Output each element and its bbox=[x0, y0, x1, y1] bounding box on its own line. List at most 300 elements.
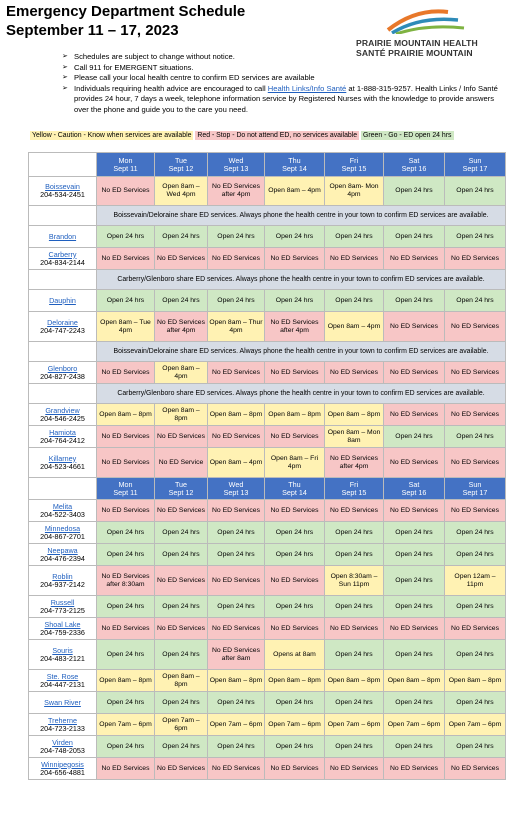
day-header-thu bbox=[265, 478, 325, 500]
schedule-cell: No ED Services after 4pm bbox=[155, 312, 208, 342]
day-date: Sept 15 bbox=[341, 163, 367, 173]
schedule-cell: No ED Services bbox=[445, 362, 506, 384]
location-cell bbox=[29, 522, 97, 544]
location-name-link[interactable]: Brandon bbox=[48, 231, 77, 241]
schedule-cell: No ED Services bbox=[384, 758, 445, 780]
schedule-cell: Open 24 hrs bbox=[384, 522, 445, 544]
location-row bbox=[29, 596, 506, 618]
shared-service-note: Carberry/Glenboro share ED services. Always phone the health centre in your town to confirm ED services are available. bbox=[97, 270, 506, 290]
location-phone: 204-773-2125 bbox=[40, 605, 85, 615]
schedule-cell: Open 24 hrs bbox=[445, 596, 506, 618]
schedule-cell: Open 24 hrs bbox=[325, 226, 384, 248]
location-row bbox=[29, 290, 506, 312]
location-name-link[interactable]: Dauphin bbox=[49, 295, 76, 305]
schedule-cell: Open 7am – 6pm bbox=[384, 714, 445, 736]
schedule-cell: No ED Services bbox=[208, 618, 265, 640]
schedule-cell: Open 24 hrs bbox=[97, 596, 155, 618]
schedule-cell: No ED Services bbox=[265, 758, 325, 780]
schedule-cell: No ED Services bbox=[97, 758, 155, 780]
location-row bbox=[29, 640, 506, 670]
schedule-cell: No ED Services bbox=[325, 618, 384, 640]
location-name-link[interactable]: Melita bbox=[52, 501, 73, 511]
location-name-link[interactable]: Deloraine bbox=[47, 317, 78, 327]
schedule-cell: Open 24 hrs bbox=[265, 544, 325, 566]
schedule-cell: Open 24 hrs bbox=[155, 692, 208, 714]
location-cell bbox=[29, 312, 97, 342]
schedule-cell: No ED Services bbox=[445, 500, 506, 522]
schedule-cell: Open 8am – 8pm bbox=[265, 404, 325, 426]
day-header-sat bbox=[384, 478, 445, 500]
day-date: Sept 12 bbox=[168, 487, 194, 497]
location-cell bbox=[29, 426, 97, 448]
schedule-cell: No ED Services bbox=[155, 426, 208, 448]
schedule-cell: Open 24 hrs bbox=[155, 544, 208, 566]
location-phone: 204-483-2121 bbox=[40, 653, 85, 663]
schedule-cell: No ED Services bbox=[265, 618, 325, 640]
location-name-link[interactable]: Neepawa bbox=[47, 545, 78, 555]
schedule-cell: No ED Services bbox=[384, 448, 445, 478]
schedule-cell: No ED Services bbox=[208, 500, 265, 522]
day-name: Mon bbox=[118, 479, 133, 489]
schedule-cell: Open 24 hrs bbox=[155, 226, 208, 248]
schedule-cell: Open 8am – 4pm bbox=[155, 362, 208, 384]
schedule-cell: No ED Services bbox=[445, 758, 506, 780]
location-cell bbox=[29, 248, 97, 270]
legend-yellow: Yellow - Caution - Know when services are available bbox=[32, 132, 192, 139]
schedule-cell: Open 24 hrs bbox=[384, 692, 445, 714]
schedule-cell: No ED Services after 8am bbox=[208, 640, 265, 670]
schedule-cell: Open 24 hrs bbox=[97, 522, 155, 544]
schedule-cell: Open 8am – 4pm bbox=[208, 448, 265, 478]
location-row bbox=[29, 226, 506, 248]
location-name-link[interactable]: Killarney bbox=[48, 453, 77, 463]
schedule-cell: Open 8:30am – Sun 11pm bbox=[325, 566, 384, 596]
location-name-link[interactable]: Russell bbox=[50, 597, 75, 607]
schedule-cell: Open 8am – Mon 8am bbox=[325, 426, 384, 448]
location-cell bbox=[29, 566, 97, 596]
shared-service-note: Boissevain/Deloraine share ED services. Always phone the health centre in your town to confirm ED services are available. bbox=[97, 342, 506, 362]
location-row bbox=[29, 522, 506, 544]
schedule-cell: Open 24 hrs bbox=[208, 736, 265, 758]
day-header-fri bbox=[325, 478, 384, 500]
schedule-cell: No ED Services bbox=[445, 312, 506, 342]
shared-service-note-row bbox=[29, 342, 506, 362]
location-name-link[interactable]: Grandview bbox=[45, 405, 80, 415]
schedule-cell: Open 24 hrs bbox=[384, 596, 445, 618]
location-cell bbox=[29, 362, 97, 384]
header-corner bbox=[29, 153, 97, 177]
schedule-cell: Open 8am – 4pm bbox=[325, 312, 384, 342]
location-phone: 204-656-4881 bbox=[40, 767, 85, 777]
title-line-1: Emergency Department Schedule bbox=[6, 3, 246, 20]
location-phone: 204-546-2425 bbox=[40, 413, 85, 423]
note-item: ➢ Call 911 for EMERGENT situations. bbox=[62, 63, 502, 74]
schedule-cell: Open 8am- Mon 4pm bbox=[325, 177, 384, 206]
day-date: Sept 14 bbox=[282, 163, 307, 173]
schedule-cell: Open 8am – 8pm bbox=[208, 404, 265, 426]
schedule-cell: No ED Services bbox=[208, 362, 265, 384]
location-cell bbox=[29, 500, 97, 522]
location-cell bbox=[29, 177, 97, 206]
location-name-link[interactable]: Souris bbox=[52, 645, 73, 655]
schedule-cell: No ED Services bbox=[325, 500, 384, 522]
shared-service-note-row bbox=[29, 384, 506, 404]
schedule-cell: No ED Services bbox=[265, 500, 325, 522]
schedule-cell: Open 24 hrs bbox=[155, 522, 208, 544]
schedule-cell: Open 24 hrs bbox=[445, 736, 506, 758]
day-name: Thu bbox=[288, 155, 301, 165]
location-name-link[interactable]: Shoal Lake bbox=[44, 619, 81, 629]
schedule-cell: No ED Services bbox=[155, 566, 208, 596]
location-phone: 204-748-2053 bbox=[40, 745, 85, 755]
schedule-cell: Open 7am – 6pm bbox=[445, 714, 506, 736]
schedule-cell: No ED Services bbox=[325, 362, 384, 384]
location-row bbox=[29, 758, 506, 780]
schedule-cell: Open 24 hrs bbox=[445, 226, 506, 248]
schedule-cell: No ED Services after 4pm bbox=[325, 448, 384, 478]
location-phone: 204-764-2412 bbox=[40, 435, 85, 445]
schedule-cell: No ED Services bbox=[155, 758, 208, 780]
shared-service-note-row bbox=[29, 270, 506, 290]
schedule-cell: Open 24 hrs bbox=[445, 290, 506, 312]
schedule-cell: No ED Services bbox=[445, 448, 506, 478]
day-date: Sept 11 bbox=[113, 487, 138, 497]
note-text: Individuals requiring health advice are encouraged to call bbox=[74, 83, 268, 93]
day-date: Sept 13 bbox=[223, 163, 249, 173]
location-name-link[interactable]: Treherne bbox=[48, 715, 77, 725]
day-name: Mon bbox=[118, 155, 133, 165]
location-name-link[interactable]: Ste. Rose bbox=[46, 671, 79, 681]
schedule-cell: No ED Services bbox=[265, 362, 325, 384]
schedule-cell: Open 24 hrs bbox=[208, 544, 265, 566]
schedule-cell: Open 8am – 8pm bbox=[97, 670, 155, 692]
day-date: Sept 12 bbox=[168, 163, 194, 173]
day-name: Sun bbox=[468, 479, 482, 489]
schedule-cell: No ED Services bbox=[97, 248, 155, 270]
schedule-cell: No ED Services bbox=[208, 758, 265, 780]
note-spacer bbox=[29, 342, 97, 362]
schedule-cell: Open 24 hrs bbox=[208, 596, 265, 618]
location-phone: 204-522-3403 bbox=[40, 509, 85, 519]
schedule-cell: Open 8am – 8pm bbox=[97, 404, 155, 426]
schedule-cell: No ED Services bbox=[97, 500, 155, 522]
location-name-link[interactable]: Virden bbox=[52, 737, 73, 747]
location-phone: 204-937-2142 bbox=[40, 579, 85, 589]
location-row bbox=[29, 566, 506, 596]
schedule-cell: No ED Services bbox=[384, 404, 445, 426]
schedule-cell: Open 24 hrs bbox=[384, 566, 445, 596]
schedule-cell: Open 24 hrs bbox=[208, 290, 265, 312]
day-date: Sept 17 bbox=[462, 163, 488, 173]
schedule-cell: Open 24 hrs bbox=[208, 226, 265, 248]
schedule-cell: No ED Services bbox=[445, 248, 506, 270]
schedule-cell: Open 24 hrs bbox=[97, 544, 155, 566]
schedule-cell: Open 7am – 6pm bbox=[97, 714, 155, 736]
schedule-cell: Open 24 hrs bbox=[325, 544, 384, 566]
day-header-wed bbox=[208, 478, 265, 500]
schedule-cell: No ED Services bbox=[97, 426, 155, 448]
schedule-cell: Open 8am – 4pm bbox=[265, 177, 325, 206]
schedule-cell: No ED Services bbox=[97, 362, 155, 384]
schedule-cell: Open 24 hrs bbox=[265, 522, 325, 544]
location-row bbox=[29, 362, 506, 384]
day-name: Fri bbox=[349, 479, 359, 489]
schedule-cell: Open 24 hrs bbox=[325, 736, 384, 758]
schedule-cell: Open 24 hrs bbox=[325, 596, 384, 618]
schedule-cell: Open 24 hrs bbox=[384, 736, 445, 758]
location-phone: 204-759-2336 bbox=[40, 627, 85, 637]
schedule-cell: Open 24 hrs bbox=[265, 226, 325, 248]
location-phone: 204-447-2131 bbox=[40, 679, 85, 689]
location-cell bbox=[29, 226, 97, 248]
schedule-cell: No ED Services bbox=[384, 248, 445, 270]
title-line-2: September 11 – 17, 2023 bbox=[6, 22, 179, 39]
note-item: ➢ Please call your local health centre to confirm ED services are available bbox=[62, 73, 502, 84]
location-row bbox=[29, 618, 506, 640]
day-header-sun bbox=[445, 478, 506, 500]
color-legend bbox=[30, 132, 454, 142]
location-phone: 204-723-2133 bbox=[40, 723, 85, 733]
schedule-cell: Open 24 hrs bbox=[445, 177, 506, 206]
day-date: Sept 15 bbox=[341, 487, 367, 497]
location-name-link[interactable]: Hamiota bbox=[49, 427, 76, 437]
day-header-tue bbox=[155, 153, 208, 177]
schedule-cell: No ED Services bbox=[445, 404, 506, 426]
location-cell bbox=[29, 596, 97, 618]
schedule-table bbox=[28, 152, 506, 780]
schedule-cell: Open 24 hrs bbox=[384, 290, 445, 312]
location-name-link[interactable]: Swan River bbox=[44, 697, 81, 707]
schedule-cell: No ED Services bbox=[325, 248, 384, 270]
schedule-cell: No ED Services bbox=[265, 566, 325, 596]
day-header-mon bbox=[97, 153, 155, 177]
schedule-cell: Open 8am – 8pm bbox=[155, 404, 208, 426]
day-header-row bbox=[29, 478, 506, 500]
schedule-cell: Open 24 hrs bbox=[325, 692, 384, 714]
location-cell bbox=[29, 618, 97, 640]
schedule-cell: Open 24 hrs bbox=[155, 640, 208, 670]
day-header-thu bbox=[265, 153, 325, 177]
schedule-cell: Open 24 hrs bbox=[445, 692, 506, 714]
location-name-link[interactable]: Carberry bbox=[48, 249, 77, 259]
location-cell bbox=[29, 404, 97, 426]
location-cell bbox=[29, 714, 97, 736]
schedule-cell: Open 8am – Thur 4pm bbox=[208, 312, 265, 342]
schedule-cell: Open 24 hrs bbox=[384, 640, 445, 670]
schedule-cell: No ED Services bbox=[97, 618, 155, 640]
schedule-cell: Open 24 hrs bbox=[97, 736, 155, 758]
schedule-cell: Open 24 hrs bbox=[325, 290, 384, 312]
schedule-cell: No ED Services bbox=[265, 426, 325, 448]
day-date: Sept 17 bbox=[462, 487, 488, 497]
note-item bbox=[62, 84, 502, 116]
location-phone: 204-827-2438 bbox=[40, 371, 85, 381]
schedule-cell: Open 24 hrs bbox=[155, 290, 208, 312]
mountain-logo-icon bbox=[386, 8, 466, 34]
health-links-link[interactable]: Health Links/Info Santé bbox=[267, 83, 347, 93]
schedule-cell: No ED Services after 8:30am bbox=[97, 566, 155, 596]
location-row bbox=[29, 248, 506, 270]
location-phone: 204-523-4661 bbox=[40, 461, 85, 471]
day-date: Sept 14 bbox=[282, 487, 307, 497]
schedule-cell: No ED Service bbox=[155, 448, 208, 478]
schedule-cell: Open 24 hrs bbox=[384, 177, 445, 206]
day-date: Sept 16 bbox=[401, 163, 427, 173]
location-cell bbox=[29, 640, 97, 670]
schedule-cell: No ED Services bbox=[384, 312, 445, 342]
location-row bbox=[29, 426, 506, 448]
schedule-cell: Open 24 hrs bbox=[155, 736, 208, 758]
schedule-cell: Open 24 hrs bbox=[265, 290, 325, 312]
day-name: Wed bbox=[228, 479, 244, 489]
page-title bbox=[6, 2, 245, 40]
schedule-cell: Open 8am – 8pm bbox=[155, 670, 208, 692]
location-phone: 204-867-2701 bbox=[40, 531, 85, 541]
schedule-cell: Open 8am – 8pm bbox=[384, 670, 445, 692]
legend-green: Green - Go - ED open 24 hrs bbox=[363, 132, 452, 139]
day-header-sun bbox=[445, 153, 506, 177]
schedule-cell: No ED Services bbox=[155, 618, 208, 640]
location-cell bbox=[29, 544, 97, 566]
schedule-cell: Open 24 hrs bbox=[97, 640, 155, 670]
location-cell bbox=[29, 670, 97, 692]
schedule-cell: Open 24 hrs bbox=[208, 522, 265, 544]
location-row bbox=[29, 692, 506, 714]
header-corner bbox=[29, 478, 97, 500]
day-date: Sept 11 bbox=[113, 163, 138, 173]
day-name: Tue bbox=[174, 155, 188, 165]
notes-list bbox=[62, 52, 502, 115]
location-name-link[interactable]: Glenboro bbox=[47, 363, 78, 373]
schedule-cell: Open 8am – 8pm bbox=[325, 670, 384, 692]
schedule-cell: No ED Services after 4pm bbox=[265, 312, 325, 342]
schedule-cell: No ED Services bbox=[97, 448, 155, 478]
schedule-cell: Open 7am – 6pm bbox=[155, 714, 208, 736]
shared-service-note: Boissevain/Deloraine share ED services. Always phone the health centre in your town to confirm ED services are available. bbox=[97, 206, 506, 226]
day-header-tue bbox=[155, 478, 208, 500]
note-item: ➢ Schedules are subject to change without notice. bbox=[62, 52, 502, 63]
schedule-cell: Opens at 8am bbox=[265, 640, 325, 670]
note-text: at 1-888-315-9257. Health Links / Info Santé provides 24 hour, 7 days a week, telephone information service by Registered Nurses with the knowledge to provide answers over the phone and guide you to the care you need. bbox=[74, 83, 498, 114]
schedule-cell: Open 7am – 6pm bbox=[325, 714, 384, 736]
location-row bbox=[29, 448, 506, 478]
schedule-cell: Open 24 hrs bbox=[97, 290, 155, 312]
location-name-link[interactable]: Minnedosa bbox=[44, 523, 81, 533]
location-phone: 204-476-2394 bbox=[40, 553, 85, 563]
day-header-sat bbox=[384, 153, 445, 177]
location-cell bbox=[29, 290, 97, 312]
schedule-cell: No ED Services bbox=[445, 618, 506, 640]
schedule-cell: No ED Services after 4pm bbox=[208, 177, 265, 206]
day-header-row bbox=[29, 153, 506, 177]
schedule-cell: Open 7am – 6pm bbox=[208, 714, 265, 736]
schedule-cell: Open 24 hrs bbox=[325, 640, 384, 670]
day-name: Sat bbox=[408, 155, 420, 165]
schedule-cell: Open 24 hrs bbox=[97, 692, 155, 714]
schedule-cell: Open 24 hrs bbox=[445, 426, 506, 448]
schedule-cell: Open 7am – 6pm bbox=[265, 714, 325, 736]
schedule-cell: No ED Services bbox=[208, 566, 265, 596]
legend-red: Red - Stop - Do not attend ED, no services available bbox=[197, 132, 358, 139]
schedule-cell: No ED Services bbox=[155, 500, 208, 522]
day-header-wed bbox=[208, 153, 265, 177]
day-header-mon bbox=[97, 478, 155, 500]
location-row bbox=[29, 714, 506, 736]
day-name: Sat bbox=[408, 479, 420, 489]
schedule-cell: Open 24 hrs bbox=[445, 544, 506, 566]
schedule-cell: Open 12am – 11pm bbox=[445, 566, 506, 596]
schedule-cell: Open 8am – 8pm bbox=[445, 670, 506, 692]
note-spacer bbox=[29, 206, 97, 226]
shared-service-note-row bbox=[29, 206, 506, 226]
location-cell bbox=[29, 448, 97, 478]
location-cell bbox=[29, 692, 97, 714]
location-phone: 204-834-2144 bbox=[40, 257, 85, 267]
schedule-cell: Open 24 hrs bbox=[384, 544, 445, 566]
schedule-cell: No ED Services bbox=[384, 500, 445, 522]
schedule-cell: Open 24 hrs bbox=[265, 692, 325, 714]
day-name: Fri bbox=[349, 155, 359, 165]
schedule-cell: Open 24 hrs bbox=[325, 522, 384, 544]
location-row bbox=[29, 544, 506, 566]
shared-service-note: Carberry/Glenboro share ED services. Always phone the health centre in your town to confirm ED services are available. bbox=[97, 384, 506, 404]
day-name: Thu bbox=[288, 479, 301, 489]
day-date: Sept 13 bbox=[223, 487, 249, 497]
schedule-cell: Open 24 hrs bbox=[155, 596, 208, 618]
schedule-cell: No ED Services bbox=[325, 758, 384, 780]
schedule-cell: No ED Services bbox=[97, 177, 155, 206]
logo-text-english: PRAIRIE MOUNTAIN HEALTH bbox=[356, 38, 478, 48]
schedule-cell: Open 24 hrs bbox=[265, 736, 325, 758]
schedule-cell: Open 24 hrs bbox=[208, 692, 265, 714]
schedule-cell: Open 8am – Tue 4pm bbox=[97, 312, 155, 342]
location-phone: 204-747-2243 bbox=[40, 325, 85, 335]
location-row bbox=[29, 177, 506, 206]
note-spacer bbox=[29, 270, 97, 290]
location-name-link[interactable]: Roblin bbox=[52, 571, 73, 581]
location-cell bbox=[29, 736, 97, 758]
schedule-cell: No ED Services bbox=[384, 362, 445, 384]
location-name-link[interactable]: Winnipegosis bbox=[41, 759, 84, 769]
schedule-cell: Open 8am – 8pm bbox=[208, 670, 265, 692]
schedule-cell: Open 24 hrs bbox=[445, 522, 506, 544]
location-row bbox=[29, 736, 506, 758]
day-date: Sept 16 bbox=[401, 487, 427, 497]
day-header-fri bbox=[325, 153, 384, 177]
schedule-cell: Open 24 hrs bbox=[265, 596, 325, 618]
schedule-cell: No ED Services bbox=[265, 248, 325, 270]
location-name-link[interactable]: Boissevain bbox=[45, 182, 80, 191]
location-row bbox=[29, 670, 506, 692]
schedule-cell: No ED Services bbox=[384, 618, 445, 640]
location-cell bbox=[29, 758, 97, 780]
logo-text-french: SANTÉ PRAIRIE MOUNTAIN bbox=[356, 48, 473, 58]
day-name: Wed bbox=[228, 155, 244, 165]
schedule-cell: Open 8am – Wed 4pm bbox=[155, 177, 208, 206]
day-name: Sun bbox=[468, 155, 482, 165]
location-phone: 204-534-2451 bbox=[40, 190, 85, 199]
schedule-cell: Open 8am – Fri 4pm bbox=[265, 448, 325, 478]
schedule-cell: Open 24 hrs bbox=[445, 640, 506, 670]
schedule-cell: Open 24 hrs bbox=[384, 226, 445, 248]
schedule-cell: No ED Services bbox=[208, 426, 265, 448]
location-row bbox=[29, 404, 506, 426]
note-spacer bbox=[29, 384, 97, 404]
schedule-cell: No ED Services bbox=[208, 248, 265, 270]
schedule-cell: Open 24 hrs bbox=[384, 426, 445, 448]
location-row bbox=[29, 500, 506, 522]
schedule-cell: Open 24 hrs bbox=[97, 226, 155, 248]
